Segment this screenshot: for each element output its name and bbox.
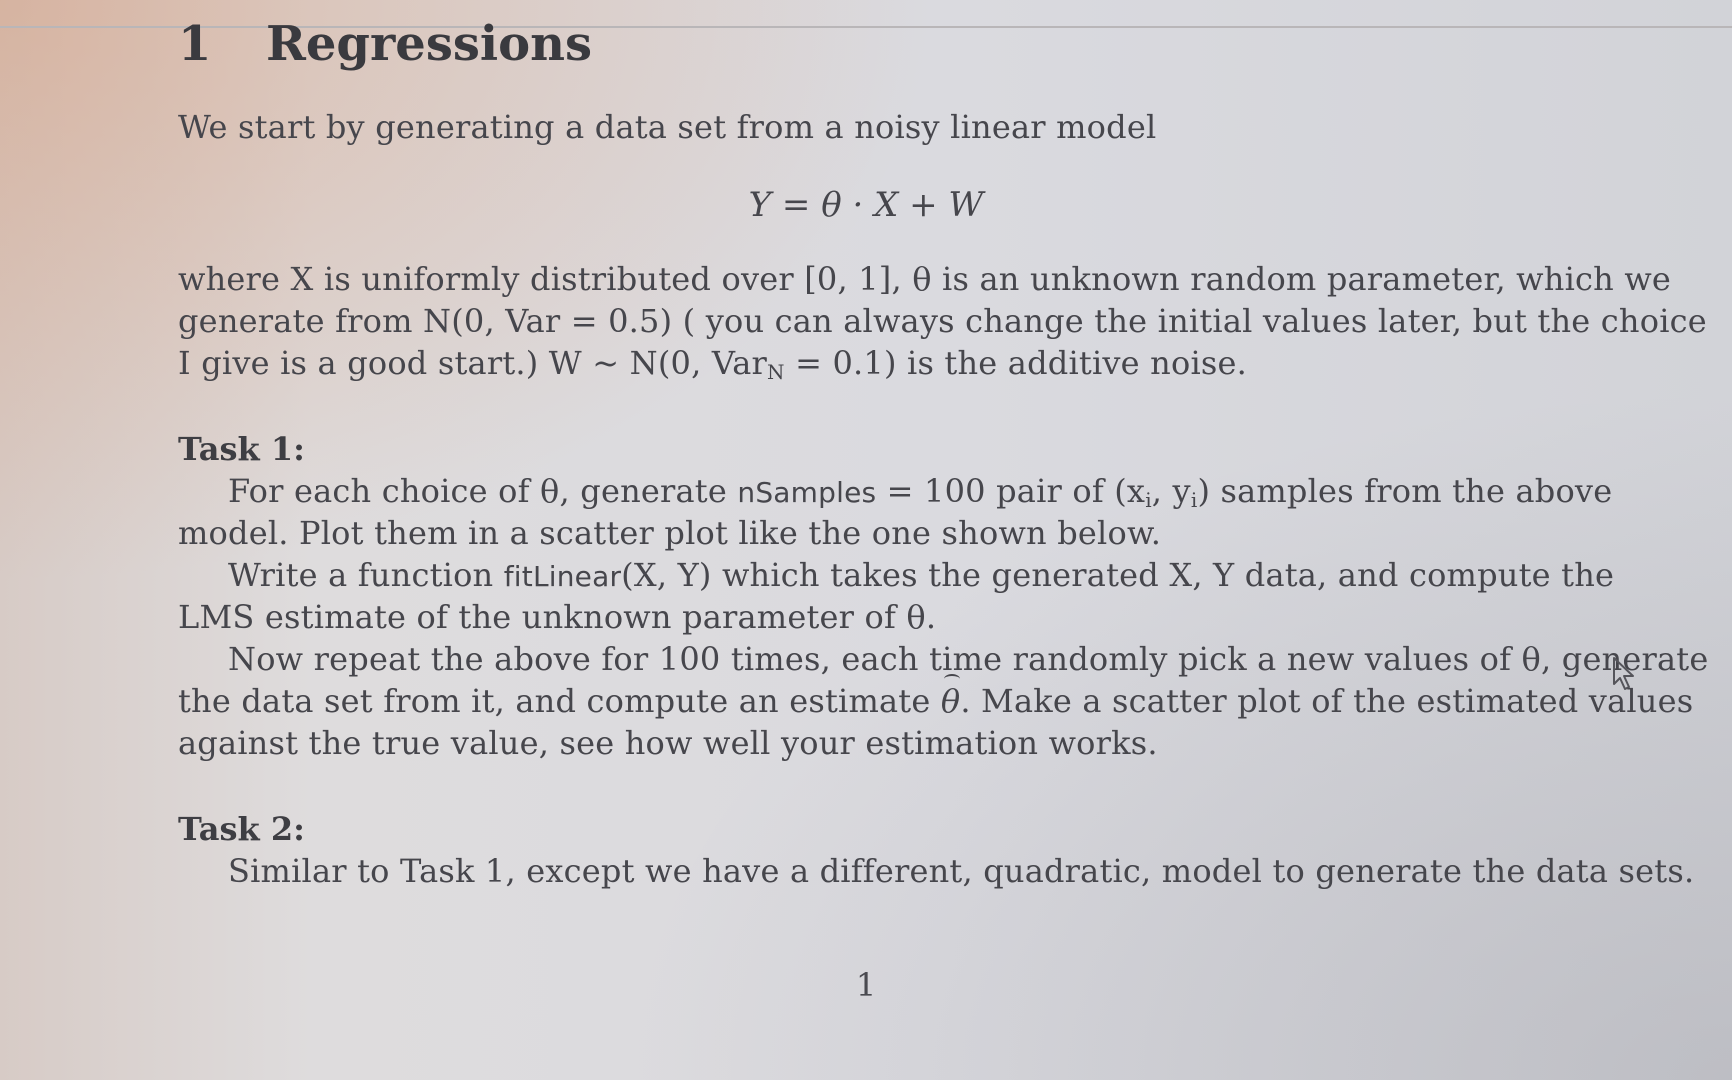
- paragraph-line-3-start: I give is a good start.) W ~ N(0, Var: [178, 344, 767, 382]
- page-number: 1: [855, 966, 877, 1004]
- paragraph-line-3-subscript: N: [767, 360, 785, 384]
- paragraph-line-1: where X is uniformly distributed over [0, 1], θ is an unknown random parameter, which we: [178, 260, 1672, 298]
- mouse-pointer-icon: [1612, 656, 1638, 692]
- task1-p2-text-a: Write a function: [228, 556, 504, 594]
- task1-p3-line-2: [178, 682, 1694, 720]
- task1-p2-line-1: [228, 556, 1615, 594]
- task1-p2-text-b: (X, Y) which takes the generated X, Y data, and compute the: [621, 556, 1615, 594]
- section-heading: [178, 16, 592, 72]
- task2-heading: Task 2:: [178, 810, 305, 848]
- section-title: Regressions: [266, 16, 593, 72]
- fitlinear-function-name: fitLinear: [503, 560, 622, 593]
- task1-p2-line-2: LMS estimate of the unknown parameter of θ.: [178, 598, 937, 636]
- task1-p1-text-a: For each choice of θ, generate: [228, 472, 738, 510]
- task1-p1-line-1: [228, 472, 1613, 512]
- task1-p1-line-2: model. Plot them in a scatter plot like the one shown below.: [178, 514, 1162, 552]
- task1-p3-line-3: against the true value, see how well your estimation works.: [178, 724, 1158, 762]
- paragraph-line-3: [178, 344, 1247, 384]
- nsamples-variable: nSamples: [737, 476, 877, 509]
- xi-subscript: i: [1145, 488, 1152, 512]
- task2-body: Similar to Task 1, except we have a different, quadratic, model to generate the data sets.: [228, 852, 1695, 890]
- task1-p1-text-b: = 100 pair of (x: [876, 472, 1146, 510]
- task1-p1-text-c: , y: [1151, 472, 1191, 510]
- paragraph-line-2: generate from N(0, Var = 0.5) ( you can always change the initial values later, but the choice: [178, 302, 1707, 340]
- yi-subscript: i: [1190, 488, 1198, 512]
- intro-text: We start by generating a data set from a noisy linear model: [178, 108, 1157, 146]
- task1-p3-line-1: Now repeat the above for 100 times, each time randomly pick a new values of θ, generate: [228, 640, 1709, 678]
- task1-p3-text-b: . Make a scatter plot of the estimated values: [960, 682, 1694, 720]
- model-equation: Y = θ · X + W: [748, 185, 984, 225]
- task1-p1-text-d: ) samples from the above: [1197, 472, 1613, 510]
- section-number: 1: [178, 16, 212, 72]
- task1-p3-text-a: the data set from it, and compute an estimate: [178, 682, 941, 720]
- task1-heading: Task 1:: [178, 430, 305, 468]
- theta-hat-symbol: θ: [940, 682, 961, 720]
- paragraph-line-3-end: = 0.1) is the additive noise.: [784, 344, 1248, 382]
